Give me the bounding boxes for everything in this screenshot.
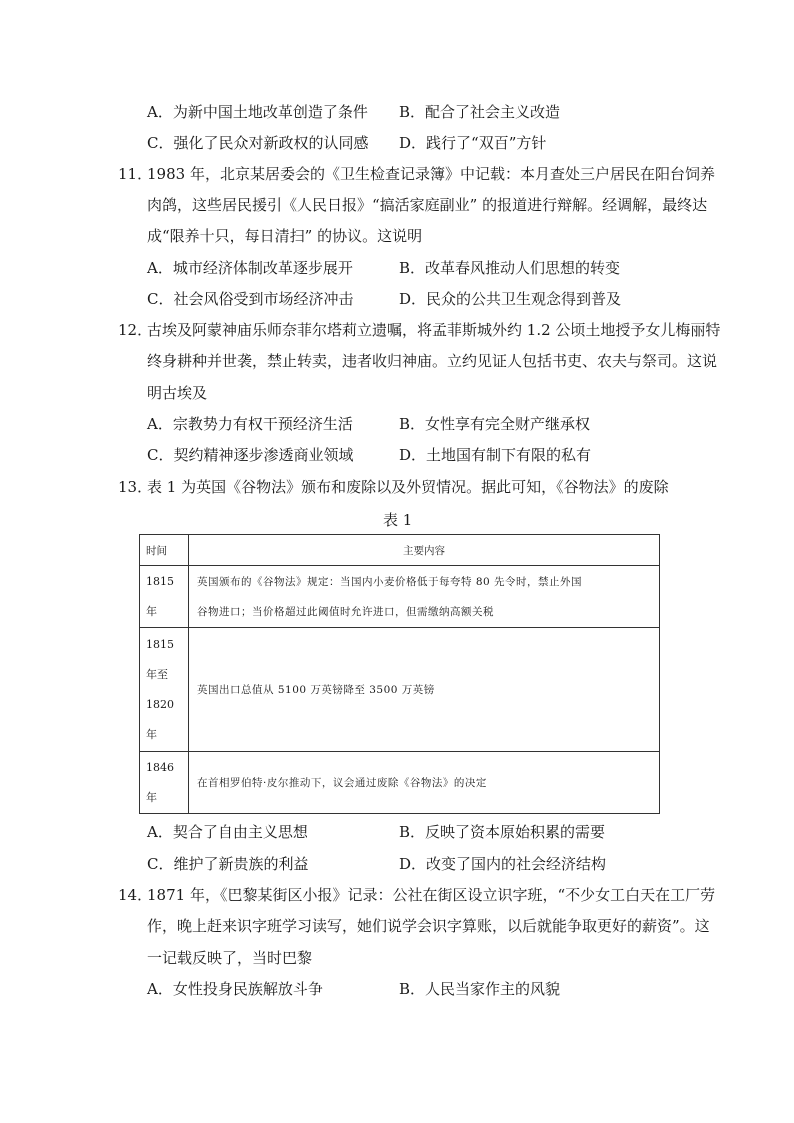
table-caption: 表 1 <box>383 511 413 529</box>
q12-stem-line-2: 终身耕种并世袭，禁止转卖，违者收归神庙。立约见证人包括书吏、农夫与祭司。这说 <box>147 352 718 370</box>
table-row <box>140 752 660 814</box>
q12-option-a: A．宗教势力有权干预经济生活 <box>147 415 353 433</box>
table-header-time: 时间 <box>140 535 189 566</box>
q14-option-a: A．女性投身民族解放斗争 <box>147 980 323 998</box>
q13-option-c: C．维护了新贵族的利益 <box>147 855 309 873</box>
table-cell-time: 1815 年至 1820 年 <box>140 628 189 752</box>
q12-stem-line-1: 古埃及阿蒙神庙乐师奈菲尔塔莉立遗嘱，将孟菲斯城外约 1.2 公顷土地授予女儿梅丽特 <box>147 321 721 339</box>
table-cell-content: 英国出口总值从 5100 万英镑降至 3500 万英镑 <box>189 628 660 752</box>
q13-option-d: D．改变了国内的社会经济结构 <box>399 855 607 873</box>
table-cell-content: 在首相罗伯特·皮尔推动下，议会通过废除《谷物法》的决定 <box>189 752 660 814</box>
table-cell-content: 英国颁布的《谷物法》规定：当国内小麦价格低于每夸特 80 先令时，禁止外国 谷物进口；当价格超过此阈值时允许进口，但需缴纳高额关税 <box>189 566 660 628</box>
table-header-content: 主要内容 <box>189 535 660 566</box>
q13-stem-line-1: 表 1 为英国《谷物法》颁布和废除以及外贸情况。据此可知，《谷物法》的废除 <box>147 478 669 496</box>
q11-option-c: C．社会风俗受到市场经济冲击 <box>147 290 354 308</box>
q14-stem-line-2: 作，晚上赶来识字班学习读写，她们说学会识字算账，以后就能争取更好的薪资”。这 <box>147 917 710 935</box>
corn-law-table <box>139 534 660 814</box>
q11-stem-line-1: 1983 年，北京某居委会的《卫生检查记录簿》中记载：本月查处三户居民在阳台饲养 <box>147 165 715 183</box>
q11-number: 11． <box>118 165 153 183</box>
table-cell-time: 1815 年 <box>140 566 189 628</box>
q14-stem-line-1: 1871 年，《巴黎某街区小报》记录：公社在街区设立识字班，“不少女工白天在工厂劳 <box>147 886 716 904</box>
q12-option-b: B．女性享有完全财产继承权 <box>399 415 591 433</box>
q12-option-c: C．契约精神逐步渗透商业领域 <box>147 446 354 464</box>
q12-stem-line-3: 明古埃及 <box>147 384 208 402</box>
q10-option-a: A．为新中国土地改革创造了条件 <box>147 103 368 121</box>
table-cell-time: 1846 年 <box>140 752 189 814</box>
q13-number: 13． <box>118 478 153 496</box>
q13-option-a: A．契合了自由主义思想 <box>147 823 308 841</box>
q12-number: 12． <box>118 321 153 339</box>
q14-stem-line-3: 一记载反映了，当时巴黎 <box>147 949 313 967</box>
q11-option-d: D．民众的公共卫生观念得到普及 <box>399 290 622 308</box>
q13-option-b: B．反映了资本原始积累的需要 <box>399 823 606 841</box>
q11-option-b: B．改革春风推动人们思想的转变 <box>399 259 621 277</box>
q14-number: 14． <box>118 886 153 904</box>
q11-stem-line-2: 肉鸽，这些居民援引《人民日报》“搞活家庭副业” 的报道进行辩解。经调解，最终达 <box>147 196 708 214</box>
q12-option-d: D．土地国有制下有限的私有 <box>399 446 592 464</box>
q11-option-a: A．城市经济体制改革逐步展开 <box>147 259 353 277</box>
q11-stem-line-3: 成“限养十只，每日清扫” 的协议。这说明 <box>147 227 423 245</box>
table-header-row <box>140 535 660 566</box>
table-row <box>140 566 660 628</box>
table-row <box>140 628 660 752</box>
q14-option-b: B．人民当家作主的风貌 <box>399 980 561 998</box>
q10-option-c: C．强化了民众对新政权的认同感 <box>147 134 369 152</box>
q10-option-d: D．践行了“双百”方针 <box>399 134 547 152</box>
q10-option-b: B．配合了社会主义改造 <box>399 103 561 121</box>
